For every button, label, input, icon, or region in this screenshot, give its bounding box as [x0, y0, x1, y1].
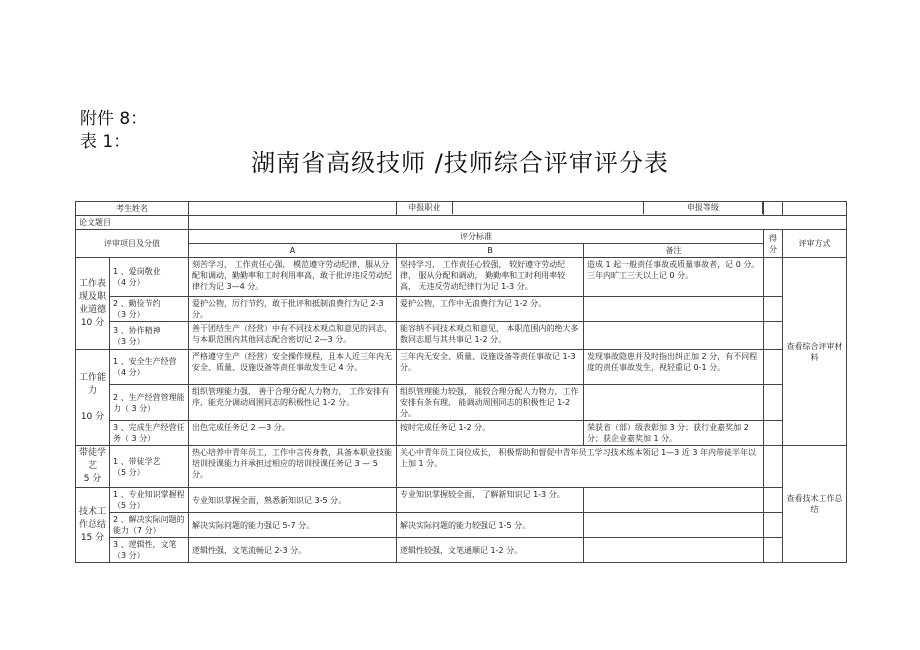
info-row [76, 202, 847, 216]
criteria-header: 评分标准 [189, 230, 764, 244]
table-row [76, 297, 847, 322]
criteria-a: 善于团结生产（经营）中有不同技术观点和意见的同志，与本职范围内其他同志配合密切记 2—3 分。 [189, 322, 397, 350]
thesis-value-cell[interactable] [189, 216, 847, 230]
section-4-name: 技术工作总结 15 分 [76, 488, 110, 563]
item-label: 3 、协作精神 （3 分） [110, 322, 189, 350]
table-row [76, 322, 847, 350]
note-header: 备注 [584, 244, 764, 258]
criteria-b: 三年内无安全、质量、设施设备等责任事故记 1-3 分。 [397, 350, 584, 385]
criteria-a: 专业知识掌握全面，熟悉新知识记 3-5 分。 [189, 488, 397, 513]
item-label: 2 、勤俭节约 （3 分） [110, 297, 189, 322]
score-cell[interactable] [764, 385, 783, 421]
table-row [76, 350, 847, 385]
criteria-b: 关心中青年员工岗位成长， 积极帮助和督促中青年员工学习技术练本领记 1—3 近 3 年内带徒半年以上加 1 分。 [397, 446, 764, 488]
table-row [76, 421, 847, 446]
score-cell[interactable] [764, 297, 783, 322]
criteria-b: 组织管理能力较强， 能较合理分配人力物力，工作安排有条有理， 能调动周围同志的积极性记 1-2 分。 [397, 385, 584, 421]
thesis-label: 论文题目 [76, 216, 189, 230]
criteria-b: 能容纳不同技术观点和意见， 本职范围内的绝大多数同志愿与其共事记 1-2 分。 [397, 322, 584, 350]
job-value-cell[interactable] [453, 202, 644, 214]
score-header: 得分 [764, 230, 783, 258]
item-header: 评审项目及分值 [76, 230, 189, 258]
item-label: 2 、生产经营管理能力（ 3 分） [110, 385, 189, 421]
score-cell[interactable] [764, 513, 783, 538]
item-label: 1 、爱岗敬业 （4 分） [110, 258, 189, 297]
scoring-table [75, 201, 847, 563]
document-title: 湖南省高级技师 /技师综合评审评分表 [251, 149, 669, 177]
criteria-a: 爱护公物，厉行节约，敢于批评和抵制浪费行为记 2-3 分。 [189, 297, 397, 322]
name-value-cell[interactable] [189, 202, 397, 216]
criteria-a: 热心培养中青年员工，工作中言传身教，具备本职业技能培训授课能力并承担过相应的培训授课任务记 3 — 5 分。 [189, 446, 397, 488]
table-row [76, 538, 847, 563]
note-cell [584, 297, 764, 322]
score-cell[interactable] [764, 258, 783, 297]
level-label: 申报等级 [644, 202, 763, 214]
job-label: 申报职业 [397, 202, 453, 214]
name-label: 考生姓名 [76, 202, 189, 216]
score-cell[interactable] [764, 322, 783, 350]
thesis-row [76, 216, 847, 230]
item-label: 1 、专业知识掌握程（5 分） [110, 488, 189, 513]
score-cell[interactable] [764, 538, 783, 563]
criteria-a: 刻苦学习， 工作责任心强， 模范遵守劳动纪律，服从分配和调动，勤勤率和工时利用率高，敢于批评违反劳动纪律行为记 3—4 分。 [189, 258, 397, 297]
job-level-cell [397, 202, 764, 216]
note-cell: 荣获省（部）级表彰加 3 分；获行业嘉奖加 2 分；获企业嘉奖加 1 分。 [584, 421, 764, 446]
note-cell [584, 488, 764, 513]
note-cell [584, 385, 764, 421]
criteria-a: 严格遵守生产（经营）安全操作规程，且本人近三年内无安全、质量、设施设备等责任事故发生记 4 分。 [189, 350, 397, 385]
score-cell[interactable] [764, 421, 783, 446]
criteria-b: 坚持学习， 工作责任心较强， 较好遵守劳动纪律， 服从分配和调动， 勤勤率和工时利用率较高， 无违反劳动纪律行为记 1-3 分。 [397, 258, 584, 297]
table-number-label: 表 1： [80, 132, 131, 152]
col-b-header: B [397, 244, 584, 258]
method-header: 评审方式 [783, 230, 847, 258]
attachment-label: 附件 8： [80, 109, 148, 129]
item-label: 1 、安全生产经营（4 分） [110, 350, 189, 385]
criteria-a: 逻辑性强，文笔流畅记 2-3 分。 [189, 538, 397, 563]
criteria-b: 按时完成任务记 1-2 分。 [397, 421, 584, 446]
item-label: 3 、完成生产经营任务（ 3 分） [110, 421, 189, 446]
table-row [76, 513, 847, 538]
note-cell [584, 538, 764, 563]
note-cell: 造成 1 起一般责任事故或质量事故者，记 0 分。 三年内旷工三天以上记 0 分。 [584, 258, 764, 297]
criteria-a: 组织管理能力强， 善于合理分配人力物力， 工作安排有序，能充分调动周围同志的积极性记 1-2 分。 [189, 385, 397, 421]
section-3-name: 带徒学艺 5 分 [76, 446, 110, 488]
table-row [76, 258, 847, 297]
item-label: 2 、解决实际问题的能力（7 分） [110, 513, 189, 538]
column-header-row-2 [76, 244, 847, 258]
criteria-a: 解决实际问题的能力强记 5-7 分。 [189, 513, 397, 538]
item-label: 1 、带徒学艺 （5 分） [110, 446, 189, 488]
score-cell[interactable] [764, 446, 783, 488]
col-a-header: A [189, 244, 397, 258]
note-cell: 发现事故隐患并及时指出纠正加 2 分，有不同程度的责任事故发生，视轻重记 0-1 分。 [584, 350, 764, 385]
criteria-a: 出色完成任务记 2 —3 分。 [189, 421, 397, 446]
section-1-name: 工作表现及职业道德 10 分 [76, 258, 110, 350]
table-row [76, 385, 847, 421]
criteria-b: 专业知识掌握较全面， 了解新知识记 1-3 分。 [397, 488, 584, 513]
table-row [76, 446, 847, 488]
info-blank-2 [783, 202, 847, 216]
job-level-strip [397, 202, 763, 214]
criteria-b: 逻辑性较强，文笔通顺记 1-2 分。 [397, 538, 584, 563]
table-row [76, 488, 847, 513]
score-cell[interactable] [764, 488, 783, 513]
section-2-name: 工作能力 10 分 [76, 350, 110, 446]
method-cell-2: 查看技术工作总结 [783, 446, 847, 563]
score-cell[interactable] [764, 350, 783, 385]
column-header-row-1 [76, 230, 847, 244]
criteria-b: 解决实际问题的能力较强记 1-5 分。 [397, 513, 584, 538]
note-cell [584, 322, 764, 350]
item-label: 3 、逻辑性，文笔（3 分） [110, 538, 189, 563]
method-cell-1: 查看综合评审材料 [783, 258, 847, 446]
note-cell [584, 513, 764, 538]
info-blank-1 [764, 202, 783, 216]
criteria-b: 爱护公物，工作中无浪费行为记 1-2 分。 [397, 297, 584, 322]
table-body [76, 202, 847, 563]
